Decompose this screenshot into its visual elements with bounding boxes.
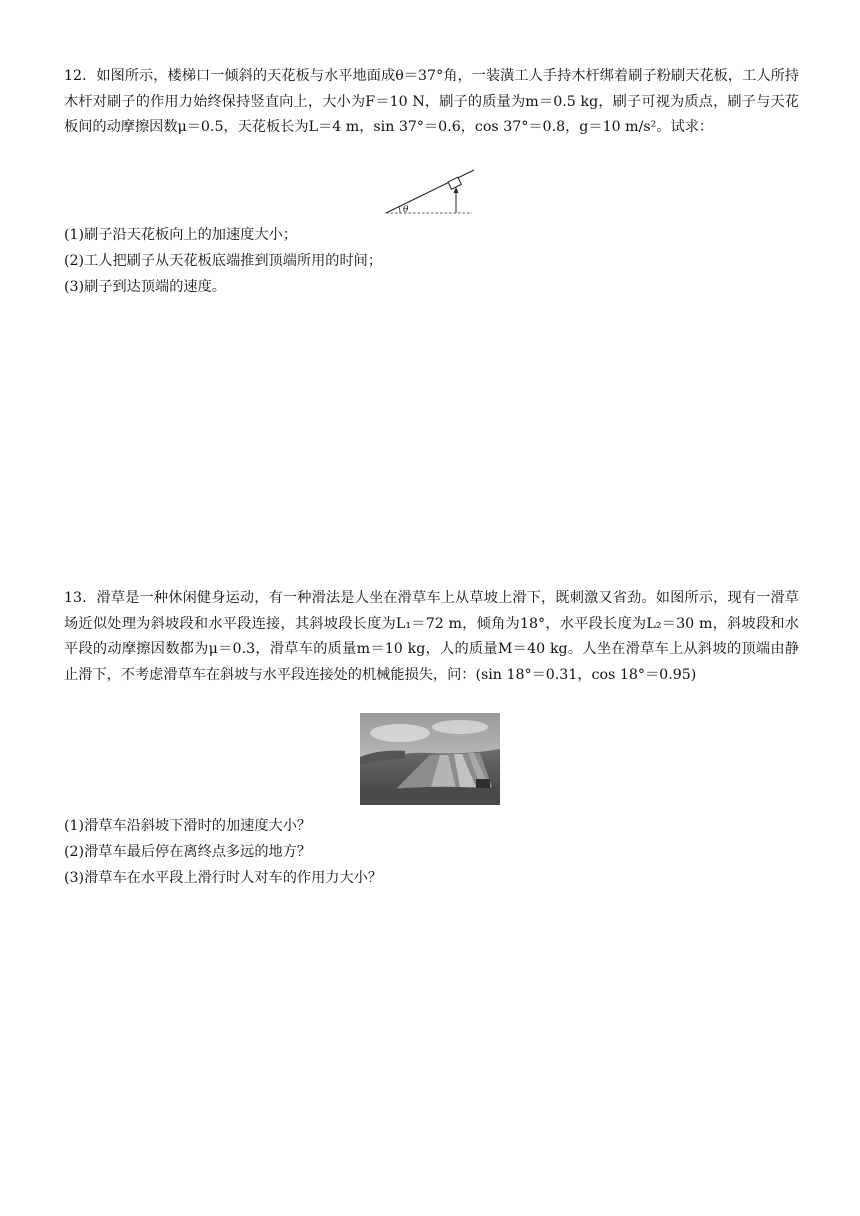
- question-12-stem: 12．如图所示，楼梯口一倾斜的天花板与水平地面成θ＝37°角，一装潢工人手持木杆绑着刷子粉刷天花板，工人所持木杆对刷子的作用力始终保持竖直向上，大小为F＝10 N，刷子的质量为m＝0.5 kg，刷子可视为质点，刷子与天花板间的动摩擦因数μ＝0.5，天花板长为L＝4 m，sin 37°＝0.6，cos 37°＝0.8，g＝10 m/s²。试求：: [64, 68, 799, 135]
- q12-part-3: (3)刷子到达顶端的速度。: [64, 279, 226, 295]
- q12-part-1: (1)刷子沿天花板向上的加速度大小；: [64, 227, 297, 243]
- ceiling-line: [386, 170, 474, 213]
- inclined-ceiling-figure: [380, 165, 480, 217]
- q13-part-2: (2)滑草车最后停在离终点多远的地方？: [64, 844, 312, 860]
- q13-part-3: (3)滑草车在水平段上滑行时人对车的作用力大小？: [64, 870, 383, 886]
- q13-part-1: (1)滑草车沿斜坡下滑时的加速度大小？: [64, 818, 312, 834]
- q12-part-2: (2)工人把刷子从天花板底端推到顶端所用的时间；: [64, 253, 383, 269]
- grass-slide-photo: [360, 713, 500, 805]
- question-13-stem: 13．滑草是一种休闲健身运动，有一种滑法是人坐在滑草车上从草坡上滑下，既刺激又省劲。如图所示，现有一滑草场近似处理为斜坡段和水平段连接，其斜坡段长度为L₁＝72 m，倾角为18°，水平段长度为L₂＝30 m，斜坡段和水平段的动摩擦因数都为μ＝0.3，滑草车的质量m＝10 kg，人的质量M＝40 kg。人坐在滑草车上从斜坡的顶端由静止滑下，不考虑滑草车在斜坡与水平段连接处的机械能损失，问：(sin 18°＝0.31，cos 18°＝0.95): [64, 590, 799, 683]
- theta-label: θ: [403, 205, 409, 215]
- angle-arc: [399, 207, 400, 213]
- brush-block: [448, 177, 461, 189]
